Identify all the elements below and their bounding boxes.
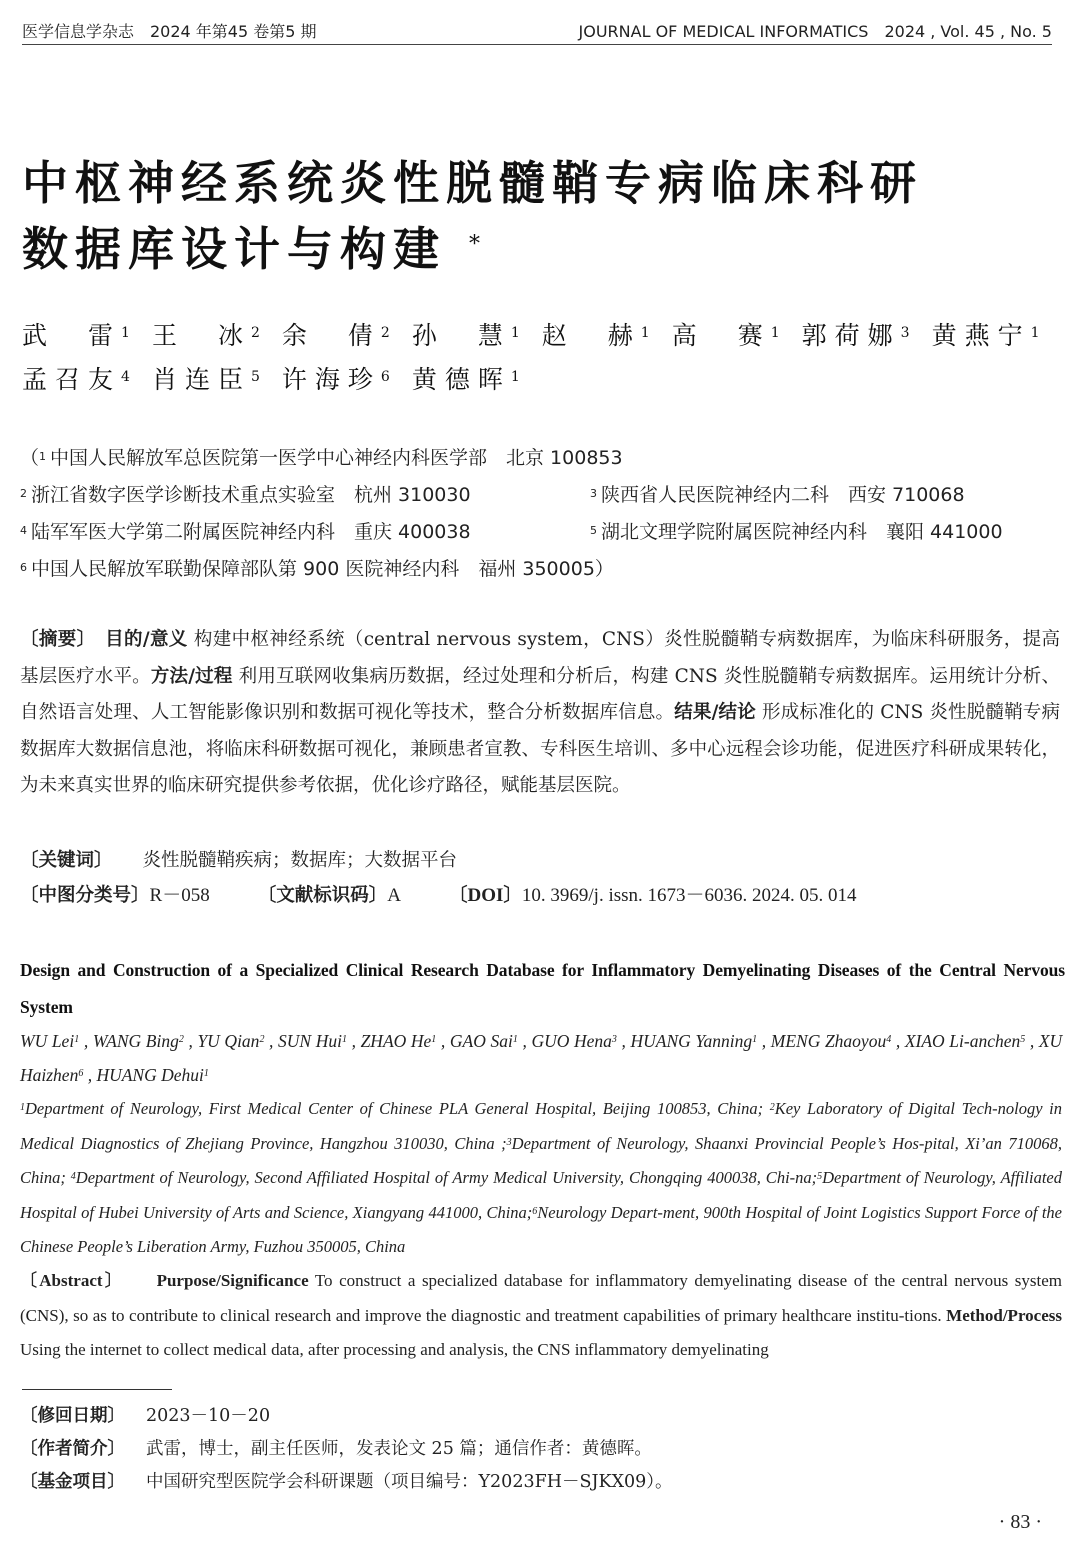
english-abstract (20, 1264, 1062, 1368)
author-name (22, 314, 130, 358)
english-author-name: MENG Zhaoyou (770, 1031, 887, 1051)
author-affiliation-sup: 2 (250, 325, 260, 341)
author-affiliation-sup: 1 (1030, 325, 1040, 341)
english-author-sup: 1 (752, 1034, 758, 1045)
author-name (152, 358, 260, 402)
footnote-revision-date (20, 1400, 1060, 1433)
author-name (282, 314, 390, 358)
footnote-author-bio (20, 1433, 1060, 1466)
english-author-sup: 5 (1020, 1034, 1026, 1045)
affiliation-close-paren: ） (594, 558, 614, 580)
affiliation-text: 中国人民解放军总医院第一医学中心神经内科医学部 北京 100853 (50, 447, 623, 469)
clc-label: 〔中图分类号〕 (20, 885, 150, 906)
running-header-en: JOURNAL OF MEDICAL INFORMATICS 2024 , Vol. 45 , No. 5 (578, 22, 1052, 41)
english-author-name: WU Lei (20, 1031, 75, 1051)
author-affiliation-sup: 4 (121, 369, 130, 385)
article-title-line-2-text: 数据库设计与构建 (22, 222, 446, 276)
english-author-sup: 2 (259, 1034, 265, 1045)
chinese-abstract (20, 622, 1060, 805)
english-author-sup: 1 (203, 1068, 209, 1079)
affiliation-text: 陕西省人民医院神经内二科 西安 710068 (601, 484, 965, 506)
author-name-text: 黄燕宁 (931, 321, 1031, 350)
purpose-label-en: Purpose/Significance (156, 1271, 309, 1290)
author-affiliation-sup: 3 (900, 325, 910, 341)
english-affiliation-text: Key Laboratory of Digital Tech-nology in Medical Diagnostics of Zhejiang Province, Hangzhou 310030, China ; (20, 1099, 1062, 1153)
english-author-list: WU Lei$^1$ , WANG Bing$^2$ , YU Qian$^2$ , SUN Hui$^1$ , ZHAO He$^1$ , GAO Sai$^1$ , GUO Hena$^3$ , HUANG Yanning$^1$ , MENG Zhaoyou$^4$ , XIAO Li-anchen$^5$ , XU Haizhen$^6$ , HUANG Dehui$^1$ (20, 1031, 1063, 1085)
author-name-text: 余 倩 (281, 321, 381, 350)
english-affiliation-sup: 2 (769, 1102, 775, 1113)
english-author-name: YU Qian (197, 1031, 260, 1051)
author-name-text: 高 赛 (671, 321, 771, 350)
english-affiliation-text: Department of Neurology, Shaanxi Provincial People’s Hos-pital, Xi’an 710068, China; (20, 1133, 1062, 1187)
funding-mark: * (469, 232, 481, 257)
english-author-sup: 1 (74, 1034, 80, 1045)
affiliation-sup: 5 (590, 524, 597, 537)
article-title-line-1: 中枢神经系统炎性脱髓鞘专病临床科研 (22, 156, 923, 210)
article-title (22, 150, 1062, 282)
english-author-sup: 3 (611, 1034, 617, 1045)
english-author-name: XU Haizhen (20, 1031, 1063, 1085)
author-name (802, 314, 910, 358)
article-title-line-2 (22, 216, 1062, 282)
purpose-label: 目的/意义 (105, 629, 188, 650)
author-affiliation-sup: 1 (770, 325, 780, 341)
running-header (22, 18, 1052, 45)
keywords-text: 炎性脱髓鞘疾病；数据库；大数据平台 (142, 850, 458, 871)
english-author-name: ZHAO He (360, 1031, 432, 1051)
author-name-text: 许海珍 (281, 365, 381, 394)
method-text-en: Using the internet to collect medical data, after processing and analysis, the CNS inflammatory demyelinating (20, 1340, 769, 1359)
english-affiliation-sup: 4 (70, 1171, 76, 1182)
footnote-text: 武雷，博士，副主任医师，发表论文 25 篇；通信作者：黄德晖。 (146, 1439, 652, 1459)
author-name (152, 314, 260, 358)
author-name (412, 314, 520, 358)
author-name (542, 314, 650, 358)
affiliation-open-paren: （ (20, 447, 40, 469)
affiliation-sup: 4 (20, 524, 27, 537)
affiliation-text: 陆军军医大学第二附属医院神经内科 重庆 400038 (31, 521, 471, 543)
author-name-text: 赵 赫 (541, 321, 641, 350)
affiliation-sup: 6 (20, 561, 27, 574)
english-affiliation-text: Neurology Depart-ment, 900th Hospital of Joint Logistics Support Force of the Chinese People’s Liberation Army, Fuzhou 350005, China (20, 1202, 1062, 1256)
author-affiliation-sup: 5 (250, 369, 260, 385)
clc-value: R－058 (149, 885, 210, 906)
affiliation-list (20, 440, 1070, 588)
english-author-sup: 2 (178, 1034, 184, 1045)
author-list (22, 314, 1062, 402)
doc-code-value: A (387, 885, 401, 906)
doi-label-open: 〔 (448, 885, 468, 906)
page-number: · 83 · (998, 1511, 1042, 1533)
english-affiliation-sup: 3 (506, 1136, 512, 1148)
author-name-text: 黄德晖 (411, 365, 511, 394)
english-author-name: GAO Sai (449, 1031, 513, 1051)
footnote-label: 〔修回日期〕 (20, 1406, 125, 1426)
author-affiliation-sup: 6 (380, 369, 390, 385)
affiliation-sup: 3 (590, 487, 597, 500)
english-author-name: HUANG Dehui (96, 1065, 204, 1085)
result-text: 形成标准化的 CNS 炎性脱髓鞘专病数据库大数据信息池，将临床科研数据可视化，兼顾患者宣教、专科医生培训、多中心远程会诊功能，促进医疗科研成果转化，为未来真实世界的临床研究提供参考依据，优化诊疗路径，赋能基层医院。 (20, 702, 1060, 796)
footnotes (20, 1400, 1060, 1499)
keywords-label: 〔关键词〕 (20, 850, 113, 871)
author-name-text: 孟召友 (22, 365, 122, 394)
author-name-text: 武 雷 (22, 321, 122, 350)
doc-code-label: 〔文献标识码〕 (257, 885, 388, 906)
author-name (412, 358, 520, 402)
affiliation-row (20, 477, 1070, 514)
affiliation-row (20, 551, 1070, 588)
english-author-name: WANG Bing (92, 1031, 179, 1051)
english-author-sup: 1 (431, 1034, 437, 1045)
author-name (932, 314, 1040, 358)
footnote-funding (20, 1466, 1060, 1499)
affiliation-sup: 1 (39, 450, 47, 463)
method-label: 方法/过程 (150, 665, 233, 687)
footnote-divider (22, 1389, 172, 1390)
author-name (282, 358, 390, 402)
purpose-text-en: To construct a specialized database for inflammatory demyelinating disease of the central nervous system (CNS), so as to contribute to clinical research and improve the diagnostic and treatment capabilities of primary healthcare institu-tions. (20, 1271, 1062, 1325)
running-header-cn: 医学信息学杂志 2024 年第45 卷第5 期 (22, 22, 317, 41)
english-affiliation-sup: 5 (817, 1171, 823, 1182)
english-author-sup: 4 (886, 1034, 892, 1045)
affiliation-row (20, 440, 1070, 477)
footnote-text: 中国研究型医院学会科研课题（项目编号：Y2023FH－SJKX09）。 (146, 1472, 673, 1492)
english-affiliation-text: Department of Neurology, Second Affiliated Hospital of Army Medical University, Chongqing 400038, Chi-na; (75, 1168, 818, 1187)
doi-value[interactable]: 10. 3969/j. issn. 1673－6036. 2024. 05. 014 (521, 885, 857, 906)
author-name-text: 肖连臣 (151, 365, 251, 394)
result-label: 结果/结论 (674, 702, 756, 723)
english-affiliations (20, 1092, 1062, 1265)
doi-label: DOI (467, 885, 504, 906)
abstract-label-en: 〔Abstract〕 (20, 1271, 125, 1290)
author-affiliation-sup: 1 (121, 325, 130, 341)
affiliation-sup: 2 (20, 487, 27, 500)
english-author-sup: 6 (78, 1068, 84, 1079)
footnote-label: 〔作者简介〕 (20, 1439, 125, 1459)
author-name-text: 王 冰 (151, 321, 251, 350)
method-text: 利用互联网收集病历数据，经过处理和分析后，构建 CNS 炎性脱髓鞘专病数据库。运用统计分析、自然语言处理、人工智能影像识别和数据可视化等技术，整合分析数据库信息。 (20, 665, 1060, 723)
author-affiliation-sup: 2 (380, 325, 390, 341)
affiliation-text: 浙江省数字医学诊断技术重点实验室 杭州 310030 (31, 484, 471, 506)
doi-label-close: 〕 (503, 885, 522, 906)
english-title: Design and Construction of a Specialized Clinical Research Database for Inflammatory Demyelinating Diseases of the Central Nervous System (20, 960, 1065, 1017)
english-affiliation-text: Department of Neurology, Affiliated Hospital of Hubei University of Arts and Science, Xiangyang 441000, China; (20, 1168, 1062, 1222)
affiliation-text: 湖北文理学院附属医院神经内科 襄阳 441000 (601, 521, 1003, 543)
english-author-name: HUANG Yanning (630, 1031, 753, 1051)
author-name-text: 孙 慧 (411, 321, 511, 350)
author-affiliation-sup: 1 (510, 369, 520, 385)
english-affiliation-sup: 1 (20, 1102, 25, 1113)
classification-line (20, 880, 1060, 912)
english-affiliation-sup: 6 (532, 1205, 538, 1217)
author-name (672, 314, 780, 358)
keywords (20, 845, 1060, 877)
english-affiliation-text: Department of Neurology, First Medical Center of Chinese PLA General Hospital, Beijing 100853, China; (25, 1099, 770, 1118)
affiliation-text: 中国人民解放军联勤保障部队第 900 医院神经内科 福州 350005 (31, 558, 595, 580)
english-author-name: GUO Hena (531, 1031, 612, 1051)
english-author-name: SUN Hui (278, 1031, 342, 1051)
english-author-sup: 1 (512, 1034, 518, 1045)
english-author-sup: 1 (341, 1034, 347, 1045)
method-label-en: Method/Process (946, 1305, 1063, 1325)
author-affiliation-sup: 1 (510, 325, 520, 341)
purpose-text: 构建中枢神经系统（central nervous system，CNS）炎性脱髓鞘专病数据库，为临床科研服务，提高基层医疗水平。 (20, 629, 1060, 687)
affiliation-row (20, 514, 1070, 551)
footnote-text: 2023－10－20 (146, 1406, 271, 1426)
abstract-label: 〔摘要〕 (20, 629, 87, 650)
author-affiliation-sup: 1 (640, 325, 650, 341)
footnote-label: 〔基金项目〕 (20, 1472, 125, 1492)
english-author-name: XIAO Li-anchen (904, 1031, 1021, 1051)
author-name (22, 358, 130, 402)
author-name-text: 郭荷娜 (801, 321, 901, 350)
